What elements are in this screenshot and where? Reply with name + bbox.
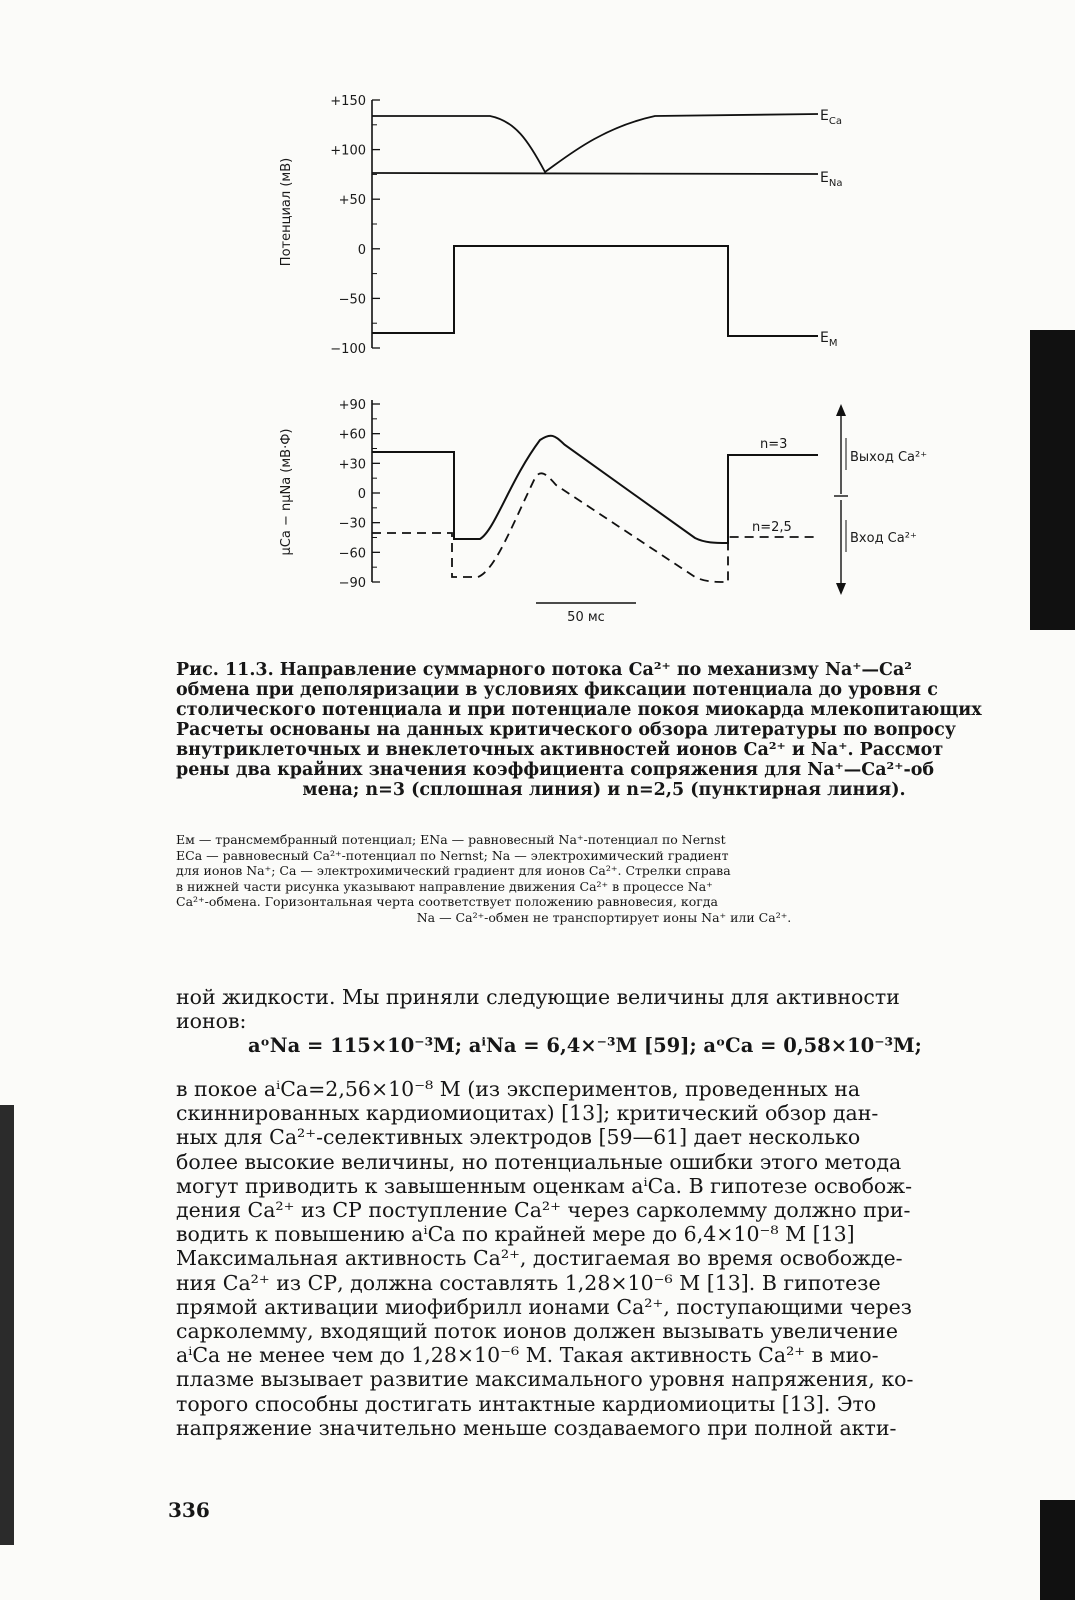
- text-line: скиннированных кардиомиоцитах) [13]; критический обзор дан-: [176, 1101, 879, 1126]
- efflux-arrow-head: [836, 404, 846, 416]
- text-line: обмена при деполяризации в условиях фиксации потенциала до уровня с: [176, 680, 938, 700]
- text-line: ионов:: [176, 1009, 247, 1034]
- gradient-chart: [279, 398, 927, 625]
- text-line: Расчеты основаны на данных критического обзора литературы по вопросу: [176, 720, 956, 740]
- gradient-y-axis-label: μCa − nμNa (мВ·Ф): [279, 428, 294, 556]
- activity-formula: aᵒNa = 115×10⁻³M; aⁱNa = 6,4×⁻³M [59]; aᵒCa = 0,58×10⁻³M;: [248, 1034, 922, 1057]
- text-line: в покое aⁱCa=2,56×10⁻⁸ M (из экспериментов, проведенных на: [176, 1077, 861, 1101]
- ena-label: $E_{Na}$: [820, 170, 843, 189]
- scan-edge-mark: [1040, 1500, 1075, 1600]
- y-tick-label: +90: [338, 398, 366, 413]
- text-line: ных для Ca²⁺-селективных электродов [59—61] дает несколько: [176, 1125, 861, 1150]
- em-label: $E_M$: [820, 330, 838, 349]
- text-line: плазме вызывает развитие максимального уровня напряжения, ко-: [176, 1367, 914, 1392]
- n2-5-label: n=2,5: [752, 520, 792, 535]
- text-line: сарколемму, входящий поток ионов должен вызывать увеличение: [176, 1319, 898, 1344]
- body-intro: [176, 985, 1038, 1033]
- y-tick-label: +50: [338, 193, 366, 209]
- scan-edge-mark: [0, 1105, 14, 1545]
- text-line: мена; n=3 (сплошная линия) и n=2,5 (пунктирная линия).: [302, 780, 906, 800]
- text-line: напряжение значительно меньше создаваемого при полной акти-: [176, 1415, 897, 1440]
- y-tick-label: −90: [338, 576, 366, 591]
- text-line: более высокие величины, но потенциальные ошибки этого метода: [176, 1149, 902, 1174]
- y-tick-label: −60: [338, 546, 366, 562]
- text-line: прямой активации миофибрилл ионами Ca²⁺, поступающими через: [176, 1294, 912, 1319]
- text-line: Ca²⁺-обмена. Горизонтальная черта соответствует положению равновесия, когда: [176, 894, 718, 910]
- text-line: ной жидкости. Мы приняли следующие величины для активности: [176, 985, 900, 1009]
- eca-label: $E_{Ca}$: [820, 108, 842, 127]
- text-line: дения Ca²⁺ из СР поступление Ca²⁺ через сарколемму должно при-: [176, 1198, 911, 1223]
- text-line: Рис. 11.3. Направление суммарного потока Ca²⁺ по механизму Na⁺—Ca²: [176, 660, 912, 680]
- em-line: [372, 246, 818, 336]
- text-line: Eм — трансмембранный потенциал; ENa — равновесный Na⁺-потенциал по Nernst: [176, 832, 726, 847]
- influx-arrow-head: [836, 583, 846, 595]
- text-line: столического потенциала и при потенциале покоя миокарда млекопитающих: [176, 700, 982, 720]
- scan-edge-mark: [1030, 330, 1075, 630]
- text-line: могут приводить к завышенным оценкам aⁱCa. В гипотезе освобож-: [176, 1173, 913, 1198]
- y-tick-label: +60: [338, 427, 366, 443]
- text-line: ния Ca²⁺ из СР, должна составлять 1,28×10⁻⁶ M [13]. В гипотезе: [176, 1270, 881, 1295]
- y-tick-label: +100: [330, 143, 366, 159]
- y-tick-label: +30: [338, 457, 366, 473]
- text-line: внутриклеточных и внеклеточных активностей ионов Ca²⁺ и Na⁺. Рассмот: [176, 740, 944, 760]
- text-line: рены два крайних значения коэффициента сопряжения для Na⁺—Ca²⁺-об: [176, 760, 935, 780]
- text-line: Максимальная активность Ca²⁺, достигаемая во время освобожде-: [176, 1246, 903, 1271]
- y-tick-label: 0: [357, 242, 366, 258]
- body-paragraph: [176, 1077, 1038, 1440]
- text-line: в нижней части рисунка указывают направление движения Ca²⁺ в процессе Na⁺: [176, 878, 713, 894]
- text-line: aⁱCa не менее чем до 1,28×10⁻⁶ M. Такая активность Ca²⁺ в мио-: [176, 1343, 879, 1368]
- y-tick-label: +150: [330, 94, 366, 109]
- ena-line: [372, 173, 818, 174]
- text-line: ECa — равновесный Ca²⁺-потенциал по Nernst; Na — электрохимический градиент: [176, 847, 729, 863]
- eca-line: [372, 114, 818, 172]
- potential-chart: [279, 94, 842, 357]
- figure-caption: [176, 660, 1032, 800]
- text-line: Na — Ca²⁺-обмен не транспортирует ионы Na⁺ или Ca²⁺.: [416, 909, 792, 925]
- y-tick-label: −50: [338, 292, 366, 308]
- y-tick-label: −30: [338, 516, 366, 532]
- y-tick-label: 0: [357, 487, 366, 502]
- influx-label: Вход Ca²⁺: [850, 531, 917, 546]
- n3-label: n=3: [760, 437, 788, 452]
- figure-legend: [176, 832, 1032, 926]
- efflux-label: Выход Ca²⁺: [850, 450, 928, 465]
- page-number: 336: [168, 1498, 210, 1522]
- text-line: водить к повышению aⁱCa по крайней мере до 6,4×10⁻⁸ M [13]: [176, 1222, 855, 1247]
- y-tick-label: −100: [330, 342, 366, 357]
- gradient-y-ticks: [339, 398, 380, 591]
- figure-11-3: [0, 0, 1075, 640]
- text-line: торого способны достигать интактные кардиомиоциты [13]. Это: [176, 1391, 877, 1416]
- time-scale-label: 50 мс: [567, 610, 605, 625]
- potential-y-axis-label: Потенциал (мВ): [279, 157, 294, 267]
- text-line: для ионов Na⁺; Ca — электрохимический градиент для ионов Ca²⁺. Стрелки справа: [176, 863, 731, 879]
